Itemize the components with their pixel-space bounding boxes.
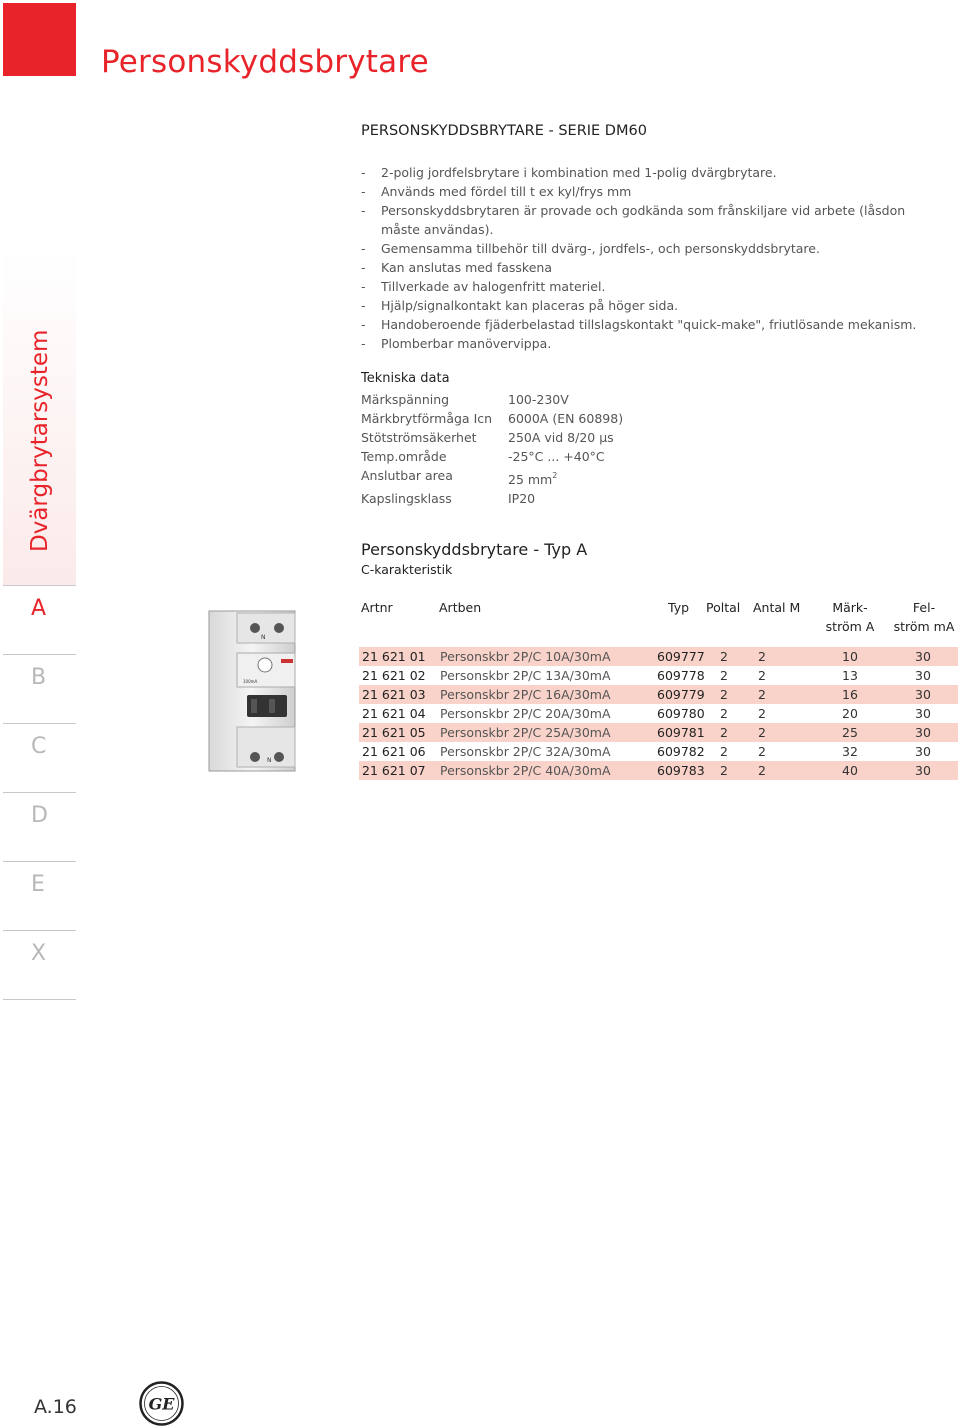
cell-poltal: 2 — [720, 744, 728, 759]
tech-data-list — [361, 390, 623, 508]
cell-antal: 2 — [758, 706, 766, 721]
cell-typ: 609783 — [657, 763, 705, 778]
table-row — [359, 666, 958, 685]
tech-row — [361, 447, 623, 466]
list-item: - 2-polig jordfelsbrytare i kombination med 1-polig dvärgbrytare. — [361, 163, 921, 182]
cell-artben: Personskbr 2P/C 40A/30mA — [440, 763, 611, 778]
cell-artnr: 21 621 02 — [362, 668, 426, 683]
tech-label: Temp.område — [361, 449, 447, 464]
sidebar-vertical-label: Dvärgbrytarsystem — [27, 329, 53, 552]
cell-mark: 40 — [842, 763, 858, 778]
tech-label: Märkbrytförmåga Icn — [361, 411, 493, 426]
col-artnr: Artnr — [361, 600, 393, 615]
cell-mark: 20 — [842, 706, 858, 721]
cell-antal: 2 — [758, 744, 766, 759]
tech-row — [361, 466, 623, 489]
cell-fel: 30 — [915, 668, 931, 683]
cell-artnr: 21 621 06 — [362, 744, 426, 759]
cell-poltal: 2 — [720, 649, 728, 664]
tech-label: Märkspänning — [361, 392, 450, 407]
list-item: - Handoberoende fjäderbelastad tillslagskontakt "quick-make", friutlösande mekanism. — [361, 315, 921, 334]
cell-typ: 609779 — [657, 687, 705, 702]
list-item: - Gemensamma tillbehör till dvärg-, jordfels-, och personskyddsbrytare. — [361, 239, 921, 258]
table-row — [359, 723, 958, 742]
list-item: - Tillverkade av halogenfritt materiel. — [361, 277, 921, 296]
cell-mark: 32 — [842, 744, 858, 759]
cell-antal: 2 — [758, 763, 766, 778]
feature-list — [361, 163, 921, 353]
table-row — [359, 647, 958, 666]
page-title: Personskyddsbrytare — [101, 44, 429, 80]
cell-typ: 609778 — [657, 668, 705, 683]
cell-artben: Personskbr 2P/C 16A/30mA — [440, 687, 611, 702]
list-item: - Används med fördel till t ex kyl/frys mm — [361, 182, 921, 201]
cell-antal: 2 — [758, 687, 766, 702]
cell-artnr: 21 621 03 — [362, 687, 426, 702]
cell-artnr: 21 621 01 — [362, 649, 426, 664]
tab-d[interactable]: D — [3, 792, 76, 861]
cell-typ: 609780 — [657, 706, 705, 721]
cell-artben: Personskbr 2P/C 25A/30mA — [440, 725, 611, 740]
cell-artben: Personskbr 2P/C 10A/30mA — [440, 649, 611, 664]
col-fel: Fel- ström mA — [893, 600, 955, 634]
cell-mark: 13 — [842, 668, 858, 683]
cell-mark: 25 — [842, 725, 858, 740]
tech-value: 250A vid 8/20 µs — [508, 430, 614, 445]
table-row — [359, 704, 958, 723]
product-table — [359, 647, 958, 780]
cell-fel: 30 — [915, 649, 931, 664]
cell-antal: 2 — [758, 725, 766, 740]
product-subtitle: C-karakteristik — [361, 562, 453, 577]
tech-value: 25 $mm^2$ — [508, 471, 558, 487]
tab-x[interactable]: X — [3, 930, 76, 999]
brand-square — [3, 3, 76, 76]
list-item: - Hjälp/signalkontakt kan placeras på höger sida. — [361, 296, 921, 315]
col-poltal: Poltal — [706, 600, 741, 615]
ge-logo-icon — [139, 1381, 184, 1426]
product-title: Personskyddsbrytare - Typ A — [361, 540, 588, 559]
section-tabs — [3, 585, 76, 1000]
list-item: - Personskyddsbrytaren är provade och godkända som frånskiljare vid arbete (låsdon måste användas). — [361, 201, 921, 239]
cell-antal: 2 — [758, 668, 766, 683]
cell-poltal: 2 — [720, 725, 728, 740]
cell-typ: 609781 — [657, 725, 705, 740]
tech-value: 6000A (EN 60898) — [508, 411, 624, 426]
tech-label: Anslutbar area — [361, 468, 453, 483]
ge-small-icon — [258, 658, 272, 672]
logo-text: GE — [148, 1394, 175, 1414]
device-label-bottom: N — [267, 757, 272, 764]
cell-artnr: 21 621 04 — [362, 706, 426, 721]
tech-row — [361, 390, 623, 409]
cell-poltal: 2 — [720, 687, 728, 702]
superscript: 2 — [552, 471, 558, 480]
col-artben: Artben — [439, 600, 482, 615]
cell-mark: 16 — [842, 687, 858, 702]
tech-value: 100-230V — [508, 392, 569, 407]
tab-c[interactable]: C — [3, 723, 76, 792]
tech-row — [361, 409, 623, 428]
cell-poltal: 2 — [720, 763, 728, 778]
tech-heading: Tekniska data — [361, 371, 450, 386]
tech-value: IP20 — [508, 491, 536, 506]
table-row — [359, 685, 958, 704]
page-number: A.16 — [34, 1396, 77, 1418]
list-item: - Kan anslutas med fasskena — [361, 258, 921, 277]
cell-mark: 10 — [842, 649, 858, 664]
tech-row — [361, 428, 623, 447]
cell-artnr: 21 621 07 — [362, 763, 426, 778]
table-row — [359, 742, 958, 761]
col-typ: Typ — [668, 600, 690, 615]
cell-artben: Personskbr 2P/C 13A/30mA — [440, 668, 611, 683]
tech-label: Stötströmsäkerhet — [361, 430, 477, 445]
cell-fel: 30 — [915, 725, 931, 740]
tech-row — [361, 489, 623, 508]
cell-artnr: 21 621 05 — [362, 725, 426, 740]
table-row — [359, 761, 958, 780]
tabs-divider — [3, 999, 76, 1000]
tab-b[interactable]: B — [3, 654, 76, 723]
col-mark: Märk- ström A — [825, 600, 875, 634]
cell-fel: 30 — [915, 744, 931, 759]
tech-label: Kapslingsklass — [361, 491, 452, 506]
cell-antal: 2 — [758, 649, 766, 664]
cell-fel: 30 — [915, 763, 931, 778]
device-label-top: N — [261, 634, 266, 641]
cell-fel: 30 — [915, 706, 931, 721]
cell-typ: 609782 — [657, 744, 705, 759]
breaker-product-image — [207, 609, 297, 773]
cell-artben: Personskbr 2P/C 20A/30mA — [440, 706, 611, 721]
cell-typ: 609777 — [657, 649, 705, 664]
tab-a[interactable]: A — [3, 585, 76, 654]
cell-poltal: 2 — [720, 668, 728, 683]
cell-fel: 30 — [915, 687, 931, 702]
cell-poltal: 2 — [720, 706, 728, 721]
device-label-rating: 100mA — [243, 679, 258, 684]
tech-value: -25°C ... +40°C — [508, 449, 605, 464]
section-title: PERSONSKYDDSBRYTARE - SERIE DM60 — [361, 123, 647, 139]
cell-artben: Personskbr 2P/C 32A/30mA — [440, 744, 611, 759]
tab-e[interactable]: E — [3, 861, 76, 930]
table-header — [361, 598, 958, 638]
list-item: - Plomberbar manövervippa. — [361, 334, 921, 353]
col-antal: Antal M — [753, 600, 801, 615]
